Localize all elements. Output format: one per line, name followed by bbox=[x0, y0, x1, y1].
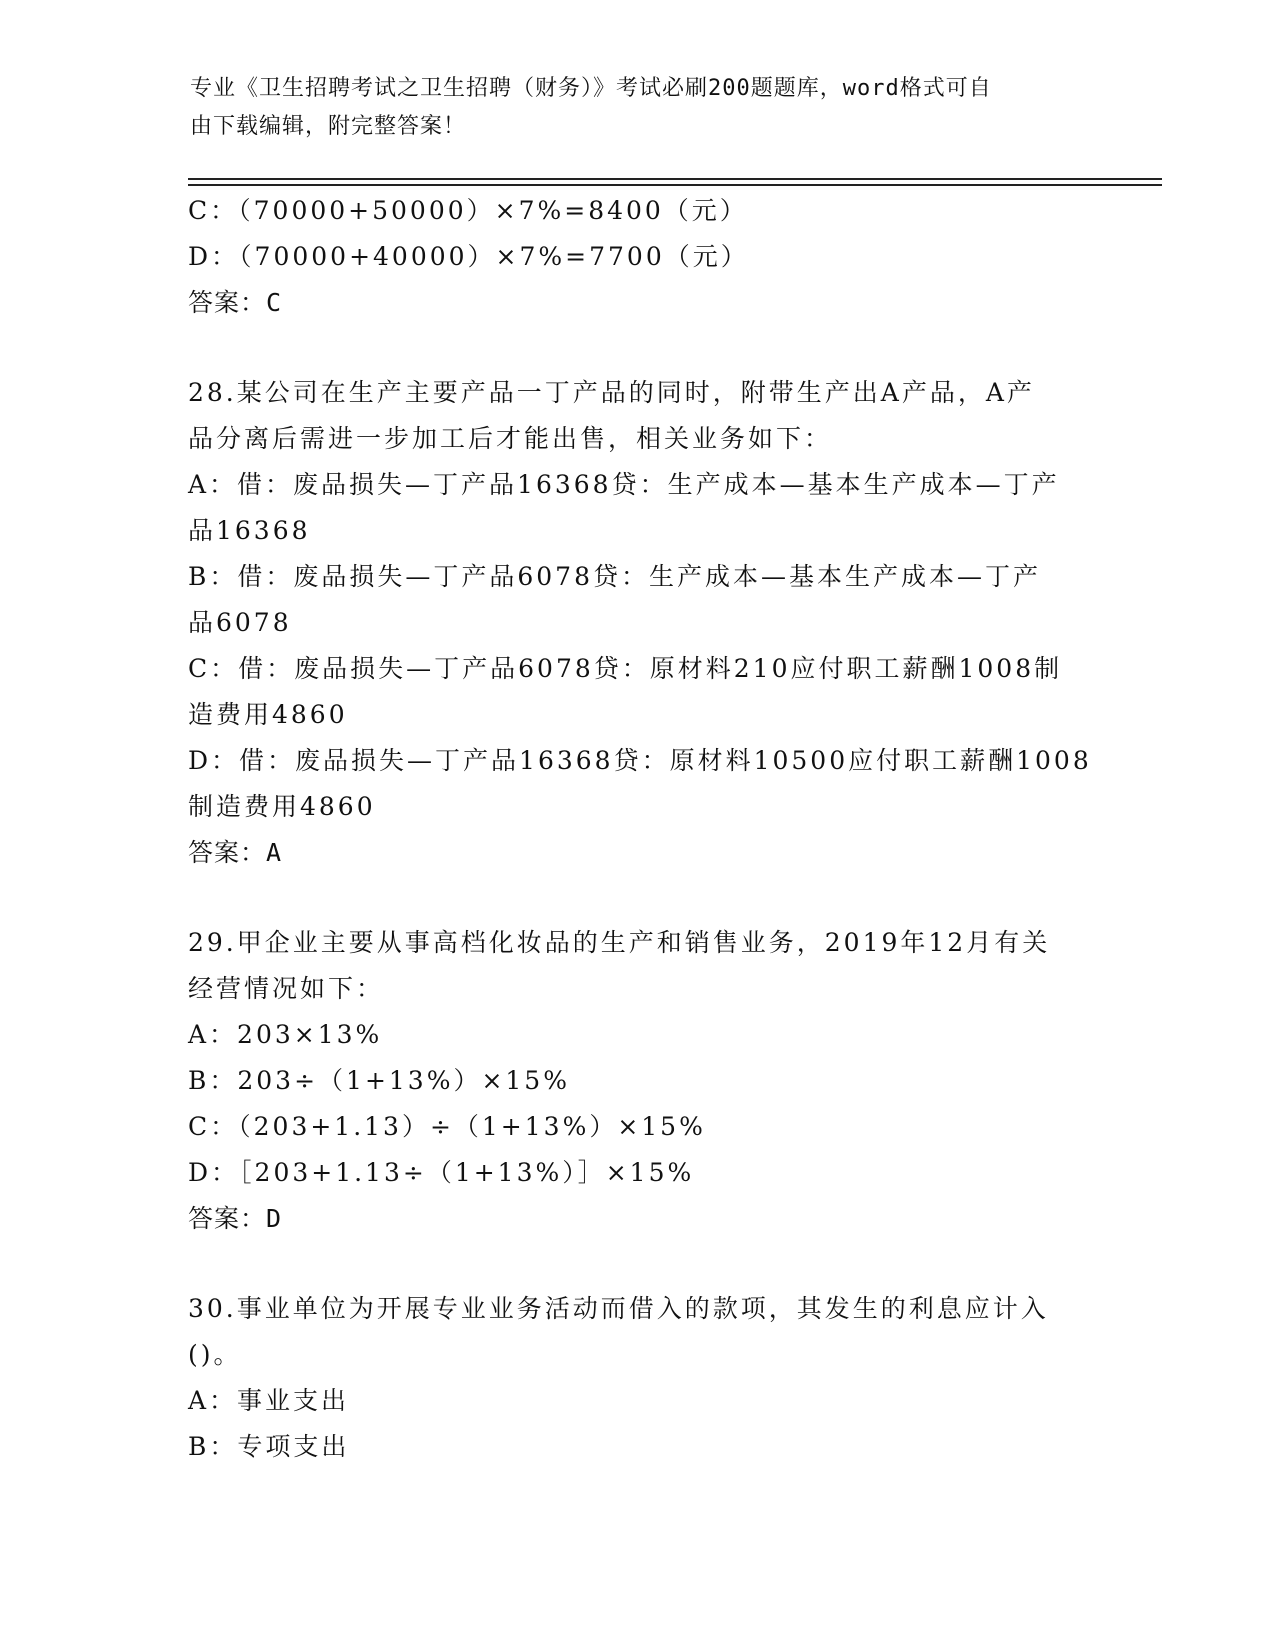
spacer bbox=[188, 876, 1108, 920]
question-stem-line-2: 经营情况如下： bbox=[188, 974, 385, 1003]
option-d-line-1: D：借：废品损失—丁产品16368贷：原材料10500应付职工薪酬1008 bbox=[188, 746, 1092, 775]
option-b-line-2: 品6078 bbox=[188, 608, 292, 637]
question-stem-line-1: 28.某公司在生产主要产品一丁产品的同时，附带生产出A产品，A产 bbox=[188, 378, 1035, 407]
option-a-line-1: A：借：废品损失—丁产品16368贷：生产成本—基本生产成本—丁产 bbox=[188, 470, 1060, 499]
question-stem-line-1: 30.事业单位为开展专业业务活动而借入的款项，其发生的利息应计入 bbox=[188, 1294, 1049, 1323]
option-a: A：事业支出 bbox=[188, 1386, 350, 1415]
option-c: C：（70000+50000）×7%=8400（元） bbox=[188, 196, 748, 225]
option-c-line-1: C：借：废品损失—丁产品6078贷：原材料210应付职工薪酬1008制 bbox=[188, 654, 1063, 683]
header-divider-top bbox=[188, 178, 1162, 180]
question-stem-line-2: ()。 bbox=[188, 1340, 242, 1369]
header-divider-bottom bbox=[188, 184, 1162, 186]
option-b: B：专项支出 bbox=[188, 1432, 350, 1461]
question-stem-line-2: 品分离后需进一步加工后才能出售，相关业务如下： bbox=[188, 424, 833, 453]
document-header bbox=[190, 70, 1090, 146]
spacer bbox=[188, 326, 1108, 370]
previous-question-tail bbox=[188, 188, 1108, 326]
option-b-line-1: B：借：废品损失—丁产品6078贷：生产成本—基本生产成本—丁产 bbox=[188, 562, 1041, 591]
document-body bbox=[188, 188, 1108, 1470]
answer-line: 答案：A bbox=[188, 838, 283, 867]
question-30 bbox=[188, 1286, 1108, 1470]
option-c-line-2: 造费用4860 bbox=[188, 700, 348, 729]
header-line-2: 由下载编辑，附完整答案！ bbox=[190, 114, 467, 139]
option-d: D：（70000+40000）×7%=7700（元） bbox=[188, 242, 749, 271]
option-d: D：［203+1.13÷（1+13%）］×15% bbox=[188, 1158, 695, 1187]
question-28 bbox=[188, 370, 1108, 876]
question-29 bbox=[188, 920, 1108, 1242]
option-a-line-2: 品16368 bbox=[188, 516, 311, 545]
answer-line: 答案：D bbox=[188, 1204, 283, 1233]
answer-line: 答案：C bbox=[188, 288, 283, 317]
header-line-1: 专业《卫生招聘考试之卫生招聘（财务）》考试必刷200题题库，word格式可自 bbox=[190, 76, 992, 101]
question-stem-line-1: 29.甲企业主要从事高档化妆品的生产和销售业务，2019年12月有关 bbox=[188, 928, 1051, 957]
option-a: A：203×13% bbox=[188, 1020, 383, 1049]
option-c: C：（203+1.13）÷（1+13%）×15% bbox=[188, 1112, 706, 1141]
option-b: B：203÷（1+13%）×15% bbox=[188, 1066, 570, 1095]
spacer bbox=[188, 1242, 1108, 1286]
option-d-line-2: 制造费用4860 bbox=[188, 792, 376, 821]
